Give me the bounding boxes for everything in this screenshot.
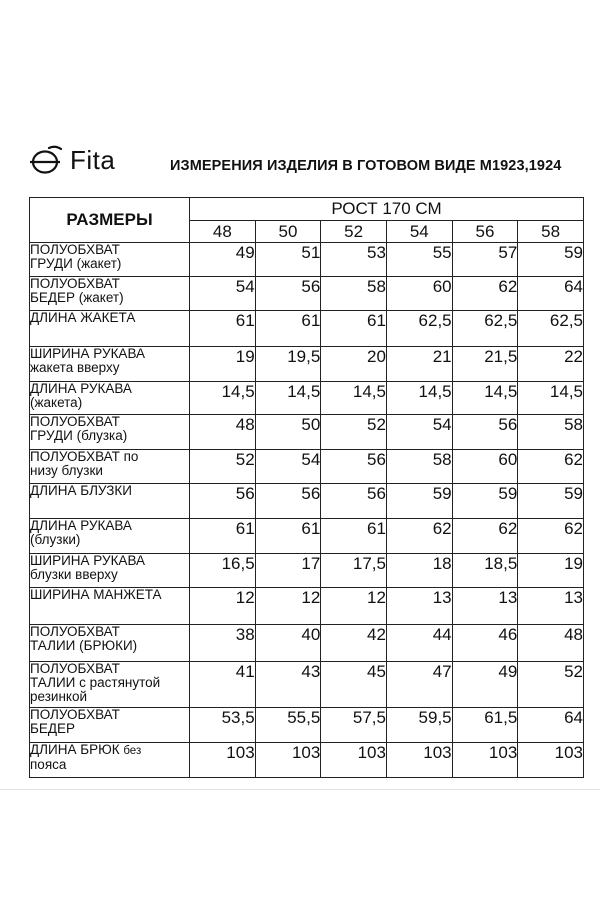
measurement-value: 103 [190, 743, 256, 778]
table-row [30, 662, 584, 708]
label-line: ДЛИНА БЛУЗКИ [30, 483, 132, 498]
measurement-value: 14,5 [255, 382, 321, 415]
measurement-value: 55,5 [255, 708, 321, 743]
measurement-value: 60 [386, 277, 452, 311]
document-title: ИЗМЕРЕНИЯ ИЗДЕЛИЯ В ГОТОВОМ ВИДЕ М1923,1924 [170, 158, 562, 174]
measurement-value: 61 [255, 519, 321, 554]
measurement-value: 61 [190, 519, 256, 554]
measurement-label [30, 484, 190, 519]
label-line: (жакета) [30, 395, 83, 410]
measurement-value: 103 [255, 743, 321, 778]
measurement-value: 62 [518, 450, 584, 484]
table-row [30, 382, 584, 415]
size-header: 56 [452, 221, 518, 243]
measurement-value: 50 [255, 415, 321, 450]
label-line: ДЛИНА РУКАВА [30, 518, 132, 533]
table-row [30, 554, 584, 588]
label-line: ПОЛУОБХВАТ [30, 661, 120, 676]
label-line: ШИРИНА МАНЖЕТА [30, 587, 162, 602]
label-line: ПОЛУОБХВАТ [30, 414, 120, 429]
measurement-value: 21 [386, 347, 452, 382]
measurement-value: 103 [386, 743, 452, 778]
measurement-value: 59,5 [386, 708, 452, 743]
measurement-value: 57 [452, 243, 518, 277]
measurement-value: 54 [255, 450, 321, 484]
measurement-value: 56 [452, 415, 518, 450]
label-line: ПОЛУОБХВАТ [30, 276, 120, 291]
measurement-label [30, 382, 190, 415]
measurement-value: 53 [321, 243, 387, 277]
measurement-value: 17,5 [321, 554, 387, 588]
measurement-value: 58 [518, 415, 584, 450]
table-row [30, 519, 584, 554]
measurement-value: 18 [386, 554, 452, 588]
label-line: ТАЛИИ (БРЮКИ) [30, 638, 138, 653]
sizes-header: РАЗМЕРЫ [30, 198, 190, 243]
measurement-value: 103 [321, 743, 387, 778]
measurement-value: 49 [452, 662, 518, 708]
measurement-value: 12 [255, 588, 321, 625]
size-header: 48 [190, 221, 256, 243]
measurement-label [30, 519, 190, 554]
label-line: ПОЛУОБХВАТ [30, 242, 120, 257]
measurement-value: 57,5 [321, 708, 387, 743]
measurement-value: 53,5 [190, 708, 256, 743]
brand-name: Fita [70, 144, 116, 175]
measurement-value: 56 [190, 484, 256, 519]
measurement-value: 58 [321, 277, 387, 311]
measurement-value: 17 [255, 554, 321, 588]
measurement-label [30, 662, 190, 708]
measurement-label [30, 311, 190, 347]
measurement-value: 48 [518, 625, 584, 662]
size-header: 50 [255, 221, 321, 243]
measurement-label [30, 554, 190, 588]
measurement-value: 47 [386, 662, 452, 708]
measurement-value: 55 [386, 243, 452, 277]
brand-logo [30, 140, 115, 180]
size-header: 52 [321, 221, 387, 243]
measurement-value: 42 [321, 625, 387, 662]
measurement-value: 18,5 [452, 554, 518, 588]
label-line: жакета вверху [30, 360, 120, 375]
measurement-value: 64 [518, 277, 584, 311]
measurement-value: 49 [190, 243, 256, 277]
label-line: ДЛИНА РУКАВА [30, 381, 132, 396]
table-row [30, 347, 584, 382]
measurement-value: 41 [190, 662, 256, 708]
measurement-value: 61,5 [452, 708, 518, 743]
table-row [30, 415, 584, 450]
measurement-label [30, 708, 190, 743]
table-row [30, 743, 584, 778]
measurement-value: 19 [518, 554, 584, 588]
label-line: ШИРИНА РУКАВА [30, 553, 146, 568]
label-line: БЕДЕР (жакет) [30, 290, 124, 305]
measurement-value: 40 [255, 625, 321, 662]
label-line: ГРУДИ (блузка) [30, 428, 128, 443]
label-line: БЕДЕР [30, 721, 76, 736]
measurement-value: 54 [386, 415, 452, 450]
measurement-value: 46 [452, 625, 518, 662]
label-line: ШИРИНА РУКАВА [30, 346, 146, 361]
measurement-label [30, 347, 190, 382]
label-line: пояса [30, 757, 67, 772]
label-line: (блузки) [30, 532, 81, 547]
measurement-value: 19,5 [255, 347, 321, 382]
label-line: блузки вверху [30, 567, 118, 582]
measurement-label [30, 743, 190, 778]
table-row [30, 450, 584, 484]
table-row [30, 588, 584, 625]
measurement-value: 21,5 [452, 347, 518, 382]
measurement-value: 52 [321, 415, 387, 450]
measurement-value: 60 [452, 450, 518, 484]
measurement-value: 58 [386, 450, 452, 484]
height-header: РОСТ 170 СМ [190, 198, 584, 221]
measurement-value: 56 [255, 277, 321, 311]
measurement-value: 52 [190, 450, 256, 484]
measurement-value: 14,5 [386, 382, 452, 415]
measurement-value: 48 [190, 415, 256, 450]
measurement-value: 61 [190, 311, 256, 347]
measurement-value: 59 [518, 243, 584, 277]
measurement-label [30, 415, 190, 450]
measurement-value: 19 [190, 347, 256, 382]
measurement-label [30, 588, 190, 625]
measurement-value: 62 [452, 519, 518, 554]
measurement-value: 62,5 [386, 311, 452, 347]
measurement-value: 62 [386, 519, 452, 554]
size-chart-table [29, 197, 584, 778]
size-header: 58 [518, 221, 584, 243]
table-row [30, 708, 584, 743]
measurement-value: 56 [321, 450, 387, 484]
measurement-value: 62,5 [452, 311, 518, 347]
measurement-value: 61 [255, 311, 321, 347]
measurement-value: 12 [321, 588, 387, 625]
measurement-value: 64 [518, 708, 584, 743]
label-line: резинкой [30, 689, 88, 704]
document-header [28, 138, 588, 188]
label-line: ГРУДИ (жакет) [30, 256, 122, 271]
measurement-value: 14,5 [518, 382, 584, 415]
measurement-value: 103 [452, 743, 518, 778]
measurement-label [30, 277, 190, 311]
measurement-value: 59 [518, 484, 584, 519]
measurement-value: 38 [190, 625, 256, 662]
measurement-value: 61 [321, 519, 387, 554]
measurement-value: 13 [386, 588, 452, 625]
fita-logo-icon [30, 145, 64, 175]
label-line: ДЛИНА БРЮК [30, 742, 120, 757]
measurement-value: 62,5 [518, 311, 584, 347]
label-line: ДЛИНА ЖАКЕТА [30, 310, 136, 325]
measurement-value: 13 [518, 588, 584, 625]
measurement-value: 43 [255, 662, 321, 708]
measurement-value: 45 [321, 662, 387, 708]
label-note: без [123, 745, 142, 757]
measurement-value: 52 [518, 662, 584, 708]
label-line: низу блузки [30, 463, 103, 478]
measurement-value: 14,5 [321, 382, 387, 415]
measurement-value: 61 [321, 311, 387, 347]
table-row [30, 243, 584, 277]
label-line: ТАЛИИ с растянутой [30, 675, 161, 690]
measurement-value: 59 [452, 484, 518, 519]
measurement-label [30, 625, 190, 662]
measurement-value: 56 [321, 484, 387, 519]
table-row [30, 277, 584, 311]
measurement-value: 14,5 [452, 382, 518, 415]
measurement-label [30, 450, 190, 484]
measurement-value: 14,5 [190, 382, 256, 415]
size-header: 54 [386, 221, 452, 243]
measurement-value: 51 [255, 243, 321, 277]
measurement-value: 59 [386, 484, 452, 519]
measurement-value: 13 [452, 588, 518, 625]
label-line: ПОЛУОБХВАТ по [30, 449, 139, 464]
measurement-value: 56 [255, 484, 321, 519]
measurement-value: 12 [190, 588, 256, 625]
measurement-value: 103 [518, 743, 584, 778]
table-row [30, 484, 584, 519]
label-line: ПОЛУОБХВАТ [30, 624, 120, 639]
measurement-value: 62 [452, 277, 518, 311]
measurement-value: 22 [518, 347, 584, 382]
measurement-value: 62 [518, 519, 584, 554]
measurement-value: 54 [190, 277, 256, 311]
table-row [30, 311, 584, 347]
measurement-value: 20 [321, 347, 387, 382]
table-row [30, 625, 584, 662]
measurement-value: 44 [386, 625, 452, 662]
label-line: ПОЛУОБХВАТ [30, 707, 120, 722]
measurement-label [30, 243, 190, 277]
page-divider [0, 789, 600, 790]
measurement-value: 16,5 [190, 554, 256, 588]
